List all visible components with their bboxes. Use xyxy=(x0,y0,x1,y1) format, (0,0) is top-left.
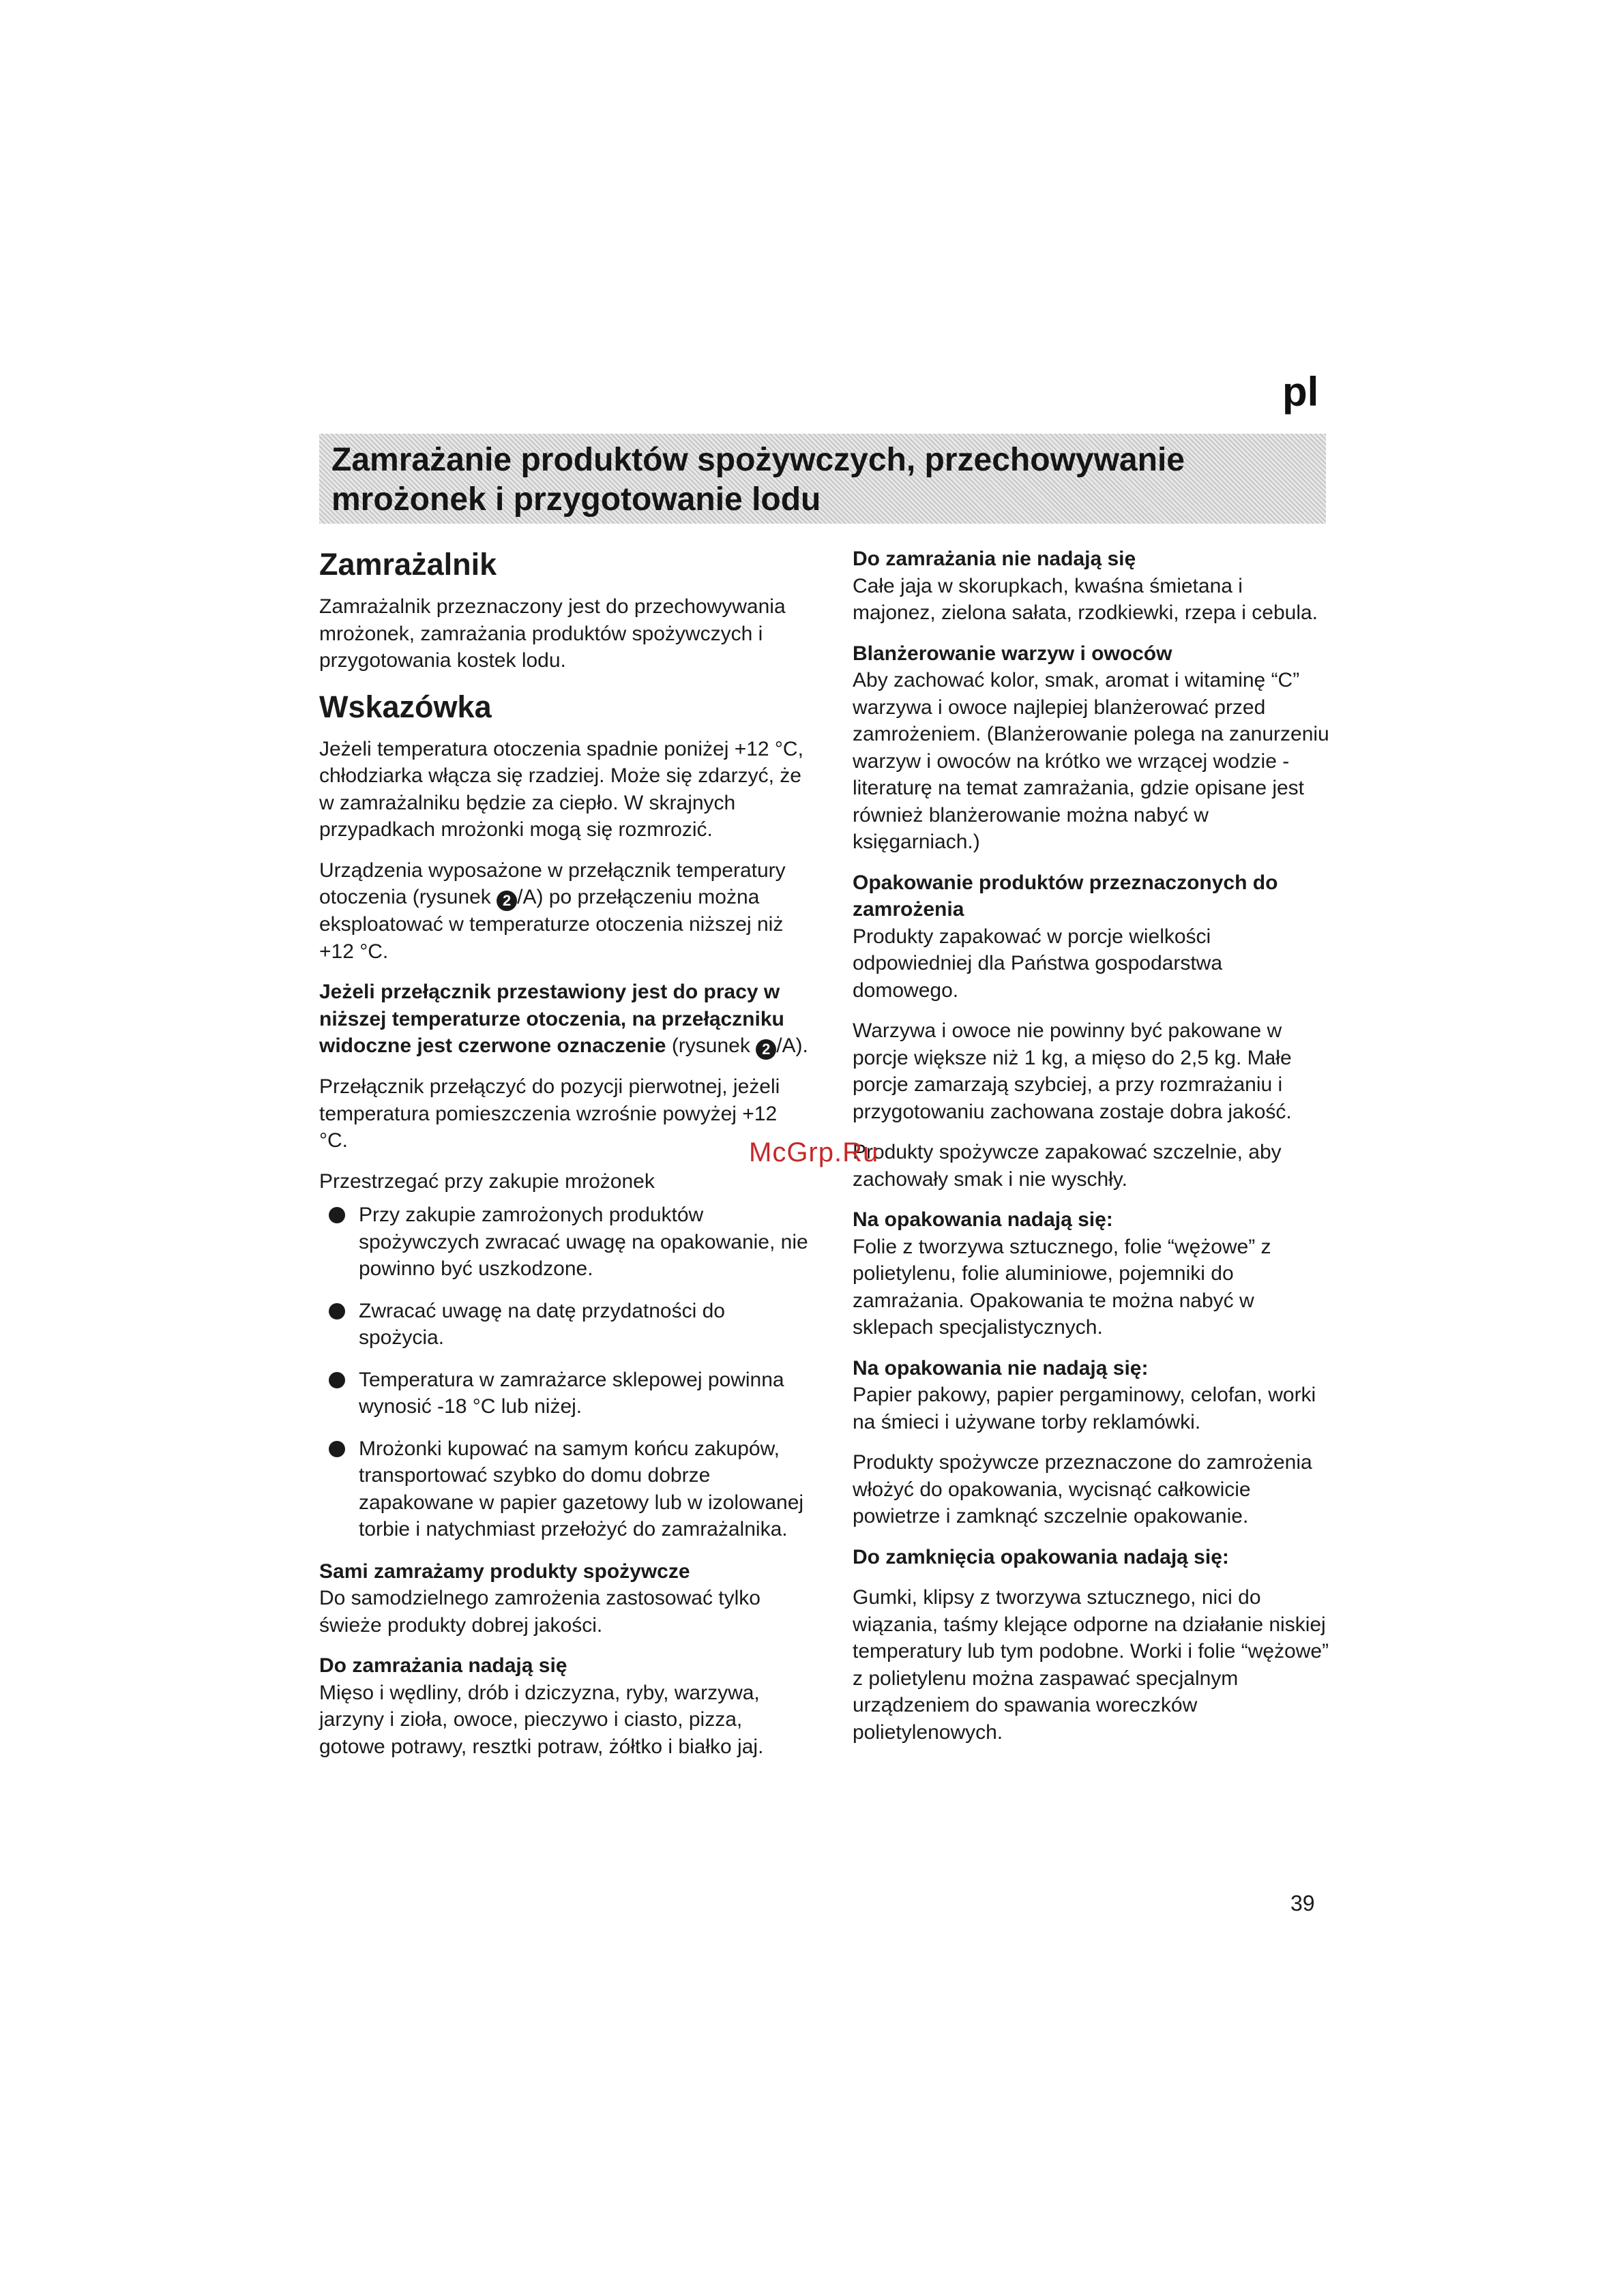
section-unsuitable xyxy=(853,546,1330,627)
paragraph-suitable: Mięso i wędliny, drób i dziczyzna, ryby, warzywa, jarzyny i zioła, owoce, pieczywo i ciasto, pizza, gotowe potrawy, resztki potraw, żółtko i białko jaj. xyxy=(319,1681,764,1758)
section-self-freezing xyxy=(319,1558,810,1639)
section-good-packaging xyxy=(853,1206,1330,1341)
heading-tip: Wskazówka xyxy=(319,689,492,724)
left-column xyxy=(319,546,810,1774)
heading-good-packaging: Na opakowania nadają się: xyxy=(853,1208,1113,1231)
heading-closing: Do zamknięcia opakowania nadają się: xyxy=(853,1545,1229,1568)
paragraph-closing: Gumki, klipsy z tworzywa sztucznego, nici do wiązania, taśmy klejące odporne na działanie niskiej temperatury lub tym podobne. Worki i folie “wężowe” z polietylenu można zaspawać specjalnym urządzeniem do spawania woreczków polietylenowych. xyxy=(853,1586,1329,1744)
list-item xyxy=(319,1367,810,1420)
paragraph-tight: Produkty spożywcze zapakować szczelnie, aby zachowały smak i nie wyschły. xyxy=(853,1141,1282,1191)
heading-self-freezing: Sami zamrażamy produkty spożywcze xyxy=(319,1560,690,1583)
paragraph-portions: Warzywa i owoce nie powinny być pakowane w porcje większe niż 1 kg, a mięso do 2,5 kg. Małe porcje zamarzają szybciej, a przy rozmrażaniu i przygotowaniu zachowana zostaje dobra jakość. xyxy=(853,1019,1292,1123)
paragraph-air: Produkty spożywcze przeznaczone do zamrożenia włożyć do opakowania, wycisnąć całkowicie powietrze i zamknąć szczelnie opakowanie. xyxy=(853,1451,1312,1527)
figure-number-icon: 2 xyxy=(756,1039,776,1060)
paragraph-switch xyxy=(319,857,810,966)
text-span: /A). xyxy=(776,1034,808,1057)
paragraph-good-packaging: Folie z tworzywa sztucznego, folie “wężowe” z polietylenu, folie aluminiowe, pojemniki do zamrażania. Opakowania te można nabyć w sklepach specjalistycznych. xyxy=(853,1235,1271,1339)
bullet-icon xyxy=(329,1372,345,1388)
purchase-tips-list xyxy=(319,1202,810,1543)
paragraph-temperature: Jeżeli temperatura otoczenia spadnie poniżej +12 °C, chłodziarka włącza się rzadziej. Może się zdarzyć, że w zamrażalniku będzie za ciepło. W skrajnych przypadkach mrożonki mogą się rozmrozić. xyxy=(319,737,803,841)
list-item xyxy=(319,1298,810,1352)
paragraph-freezer: Zamrażalnik przeznaczony jest do przechowywania mrożonek, zamrażania produktów spożywczych i przygotowania kostek lodu. xyxy=(319,595,786,672)
watermark: McGrp.Ru xyxy=(749,1137,879,1167)
paragraph-unsuitable: Całe jaja w skorupkach, kwaśna śmietana i majonez, zielona sałata, rzodkiewki, rzepa i cebula. xyxy=(853,574,1318,624)
heading-bad-packaging: Na opakowania nie nadają się: xyxy=(853,1356,1149,1380)
figure-number-icon: 2 xyxy=(497,891,517,911)
text-span: /A) po przełączeniu można eksploatować w temperaturze otoczenia niższej niż +12 °C. xyxy=(319,886,784,963)
text-span: Urządzenia wyposażone w przełącznik temperatury otoczenia (rysunek xyxy=(319,859,786,908)
paragraph-self-freezing: Do samodzielnego zamrożenia zastosować tylko świeże produkty dobrej jakości. xyxy=(319,1587,761,1637)
paragraph-reset: Przełącznik przełączyć do pozycji pierwotnej, jeżeli temperatura pomieszczenia wzrośnie powyżej +12 °C. xyxy=(319,1075,780,1152)
heading-blanching: Blanżerowanie warzyw i owoców xyxy=(853,642,1172,665)
bold-text: Jeżeli przełącznik przestawiony jest do pracy w niższej temperaturze otoczenia, na przełączniku widoczne jest czerwone oznaczenie xyxy=(319,981,784,1057)
heading-packing: Opakowanie produktów przeznaczonych do zamrożenia xyxy=(853,871,1278,921)
right-column xyxy=(853,546,1330,1759)
bullet-icon xyxy=(329,1207,345,1223)
heading-freezer: Zamrażalnik xyxy=(319,547,497,582)
section-suitable xyxy=(319,1652,810,1760)
heading-unsuitable: Do zamrażania nie nadają się xyxy=(853,548,1136,570)
bullet-icon xyxy=(329,1303,345,1320)
paragraph-bad-packaging: Papier pakowy, papier pergaminowy, celofan, worki na śmieci i używane torby reklamówki. xyxy=(853,1384,1316,1433)
paragraph-packing: Produkty zapakować w porcje wielkości odpowiedniej dla Państwa gospodarstwa domowego. xyxy=(853,925,1223,1002)
section-blanching xyxy=(853,640,1330,856)
list-item-text: Mrożonki kupować na samym końcu zakupów, transportować szybko do domu dobrze zapakowane w papier gazetowy lub w izolowanej torbie i natychmiast przełożyć do zamrażalnika. xyxy=(359,1437,804,1540)
text-span: (rysunek xyxy=(666,1034,756,1057)
heading-suitable: Do zamrażania nadają się xyxy=(319,1654,567,1677)
paragraph-blanching: Aby zachować kolor, smak, aromat i witaminę “C” warzywa i owoce najlepiej blanżerować przed zamrożeniem. (Blanżerowanie polega na zanurzeniu warzyw i owoców na krótko we wrzącej wodzie - literaturę na temat zamrażania, gdzie opisane jest również blanżerowanie można nabyć w księgarniach.) xyxy=(853,669,1329,853)
bullet-icon xyxy=(329,1441,345,1457)
section-banner xyxy=(319,434,1326,524)
list-item-text: Temperatura w zamrażarce sklepowej powinna wynosić -18 °C lub niżej. xyxy=(359,1368,784,1418)
section-packing xyxy=(853,869,1330,1004)
list-item xyxy=(319,1435,810,1543)
section-bad-packaging xyxy=(853,1355,1330,1436)
list-item-text: Przy zakupie zamrożonych produktów spożywczych zwracać uwagę na opakowanie, nie powinno być uszkodzone. xyxy=(359,1204,808,1280)
paragraph-purchase: Przestrzegać przy zakupie mrożonek xyxy=(319,1169,655,1193)
page-number: 39 xyxy=(1290,1891,1315,1915)
paragraph-low-temp xyxy=(319,979,810,1060)
list-item-text: Zwracać uwagę na datę przydatności do spożycia. xyxy=(359,1299,725,1349)
section-title: Zamrażanie produktów spożywczych, przechowywanie mrożonek i przygotowanie lodu xyxy=(331,442,1185,518)
list-item xyxy=(319,1202,810,1283)
language-code: pl xyxy=(1282,369,1319,415)
section-closing xyxy=(853,1544,1330,1746)
